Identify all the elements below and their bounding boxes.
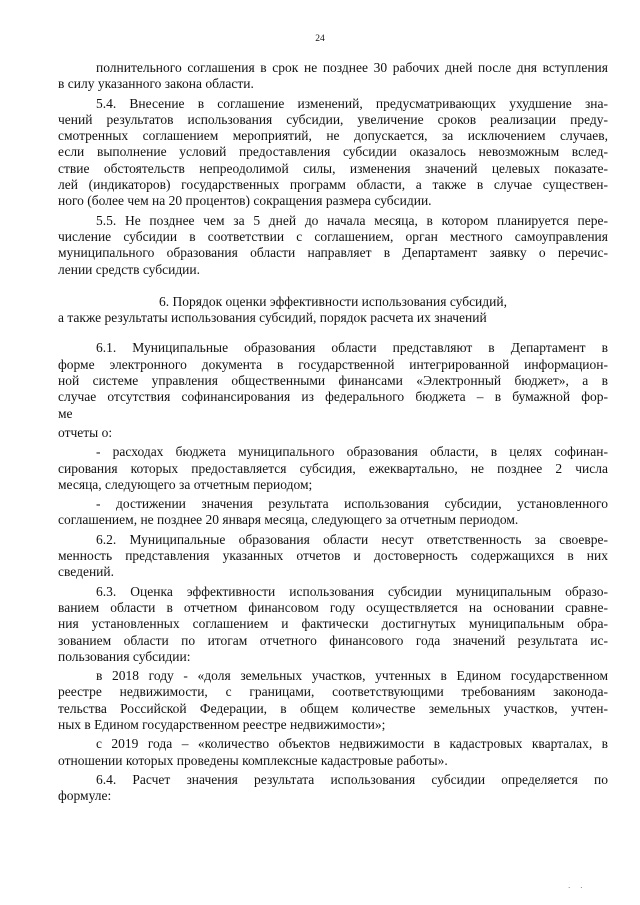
corner-mark: · · xyxy=(568,884,587,892)
text-line: в 2018 году - «доля земельных участков, учтенных в Едином государственном xyxy=(96,668,608,684)
paragraph xyxy=(58,60,608,93)
text-line: лении средств субсидии. xyxy=(58,261,201,277)
text-line: ной системе управления общественными финансами «Электронный бюджет», а в xyxy=(58,373,608,389)
text-line: реестре недвижимости, с границами, соответствующими требованиям законода- xyxy=(58,684,608,700)
text-line: ния установленных соглашением и фактически достигнутых муниципальным обра- xyxy=(58,616,608,632)
text-line: соглашением, не позднее 20 января месяца, следующего за отчетным периодом. xyxy=(58,512,519,528)
text-line: если выполнение условий предоставления субсидии оказалось невозможным вслед- xyxy=(58,144,608,160)
paragraph xyxy=(58,340,608,421)
text-line: сведений. xyxy=(58,564,115,580)
text-line: ствие обстоятельств непреодолимой силы, изменения значений целевых показате- xyxy=(58,160,608,176)
paragraph xyxy=(58,496,608,529)
paragraph xyxy=(58,425,608,441)
heading-line: 6. Порядок оценки эффективности использования субсидий, xyxy=(159,293,507,309)
text-line: отчеты о: xyxy=(58,424,113,440)
paragraph xyxy=(58,532,608,581)
paragraph xyxy=(58,668,608,733)
text-line: чений результатов использования субсидии, увеличение сроков реализации преду- xyxy=(58,111,608,127)
text-line: пользования субсидии: xyxy=(58,648,191,664)
section-heading xyxy=(58,294,608,327)
paragraph xyxy=(58,584,608,665)
text-line: в силу указанного закона области. xyxy=(58,76,254,92)
text-line: числение субсидии в соответствии с соглашением, орган местного самоуправления xyxy=(58,228,608,244)
text-line: сирования которых предоставляется субсидия, ежеквартально, не позднее 2 числа xyxy=(58,460,608,476)
document-body xyxy=(58,60,608,804)
heading-line: а также результаты использования субсидий, порядок расчета их значений xyxy=(58,310,487,326)
text-line: 6.3. Оценка эффективности использования субсидии муниципальным образо- xyxy=(96,583,608,599)
text-line: ных в Едином государственном реестре недвижимости»; xyxy=(58,716,386,732)
text-line: - расходах бюджета муниципального образования области, в целях софинан- xyxy=(96,444,608,460)
text-line: формуле: xyxy=(58,788,112,804)
text-line: муниципального образования области направляет в Департамент заявку о перечис- xyxy=(58,245,608,261)
paragraph xyxy=(58,736,608,769)
text-line: ванием области в отчетном финансовом году осуществляется на основании сравне- xyxy=(58,599,608,615)
paragraph xyxy=(58,772,608,805)
text-line: случае отсутствия софинансирования из федерального бюджета – в бумажной фор- xyxy=(58,389,608,405)
block-gap xyxy=(58,278,608,294)
text-line: 5.5. Не позднее чем за 5 дней до начала месяца, в котором планируется пере- xyxy=(96,212,608,228)
text-line: месяца, следующего за отчетным периодом; xyxy=(58,476,313,492)
page-number: 24 xyxy=(315,34,325,44)
text-line: тельства Российской Федерации, в общем количестве земельных участков, учтен- xyxy=(58,700,608,716)
text-line: - достижении значения результата использования субсидии, установленного xyxy=(96,496,608,512)
block-gap xyxy=(58,326,608,340)
text-line: зованием области по итогам отчетного финансового года значений результата ис- xyxy=(58,632,608,648)
text-line: форме электронного документа в государственной интегрированной информацион- xyxy=(58,356,608,372)
text-line: 6.2. Муниципальные образования области несут ответственность за своевре- xyxy=(96,531,608,547)
text-line: смотренных соглашением мероприятий, не допускается, за исключением случаев, xyxy=(58,128,608,144)
text-line: 6.4. Расчет значения результата использования субсидии определяется по xyxy=(96,771,608,787)
text-line: отношении которых проведены комплексные кадастровые работы». xyxy=(58,752,448,768)
text-line: ного (более чем на 20 процентов) сокращения размера субсидии. xyxy=(58,193,432,209)
text-line: 6.1. Муниципальные образования области представляют в Департамент в xyxy=(96,340,608,356)
text-line: менность представления указанных отчетов и достоверность содержащихся в них xyxy=(58,548,608,564)
text-line: лей (индикаторов) государственных программ области, а также в случае существен- xyxy=(58,177,608,193)
paragraph xyxy=(58,96,608,210)
paragraph xyxy=(58,444,608,493)
paragraph xyxy=(58,213,608,278)
text-line: полнительного соглашения в срок не позднее 30 рабочих дней после дня вступления xyxy=(96,60,608,75)
text-line: с 2019 года – «количество объектов недвижимости в кадастровых кварталах, в xyxy=(96,736,608,752)
text-line: 5.4. Внесение в соглашение изменений, предусматривающих ухудшение зна- xyxy=(96,95,608,111)
text-line: ме xyxy=(58,405,73,421)
